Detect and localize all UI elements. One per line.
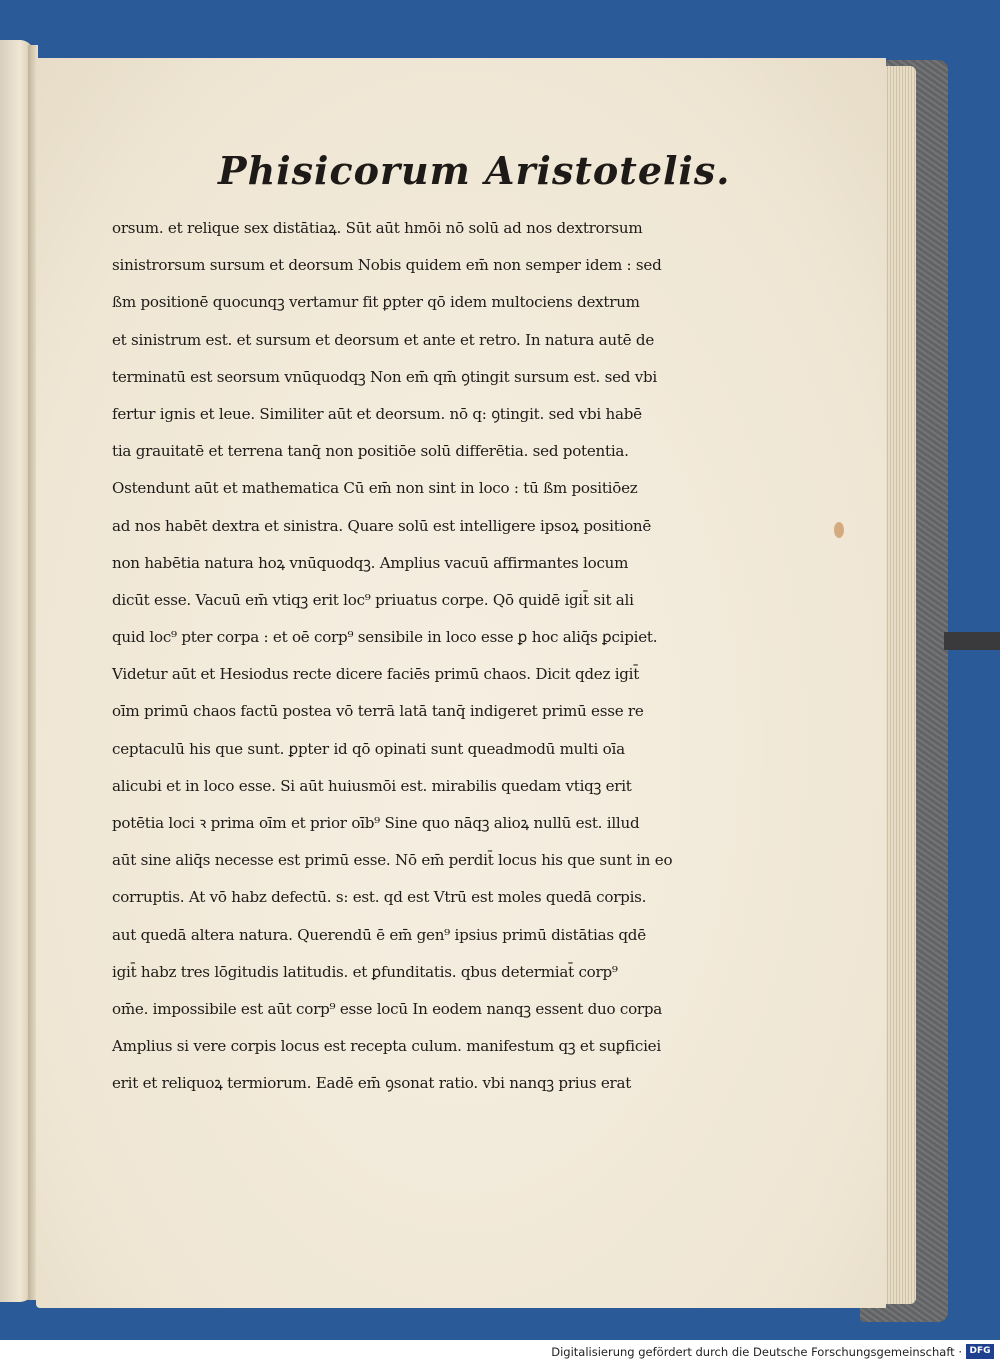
text-line: terminatū est seorsum vnūquodqꝫ Non em̄ qm̄ ꝯtingit sursum est. sed vbi: [112, 367, 657, 386]
text-line: aūt sine aliq̄s necesse est primū esse. Nō em̄ perdit̄ locus his que sunt in eo: [112, 851, 673, 870]
text-line: igit̄ habz tres lōgitudis latitudis. et ꝑfunditatis. qbus determiat̄ corp⁹: [112, 962, 618, 981]
text-line: corruptis. At vō habz defectū. s: est. qd est Vtrū est moles quedā corpis.: [112, 888, 647, 907]
text-line: erit et reliquoꝝ termiorum. Eadē em̄ ꝯsonat ratio. vbi nanqꝫ prius erat: [112, 1074, 632, 1093]
text-line: aut quedā altera natura. Querendū ē em̄ gen⁹ ipsius primū distātias qdē: [112, 925, 646, 944]
running-title: Phisicorum Aristotelis.: [218, 148, 731, 193]
text-line: Videtur aūt et Hesiodus recte dicere faciēs primū chaos. Dicit qdez igit̄: [112, 665, 640, 684]
text-line: sinistrorsum sursum et deorsum Nobis quidem em̄ non semper idem : sed: [112, 256, 662, 275]
paper-stain: [834, 522, 844, 538]
text-line: tia grauitatē et terrena tanq̄ non positiōe solū differētia. sed potentia.: [112, 442, 629, 461]
text-line: ßm positionē quocunqꝫ vertamur fit ꝑpter qō idem multociens dextrum: [112, 293, 640, 312]
text-line: orsum. et relique sex distātiaꝝ. Sūt aūt hmōi nō solū ad nos dextrorsum: [112, 219, 643, 237]
footer-bar: [0, 1340, 1000, 1365]
text-line: Ostendunt aūt et mathematica Cū em̄ non sint in loco : tū ßm positiōez: [112, 479, 638, 498]
text-line: oīm primū chaos factū postea vō terrā latā tanq̄ indigeret primū esse re: [112, 702, 644, 721]
body-text: [112, 210, 673, 1103]
text-line: potētia loci ꝛ prima oīm et prior oīb⁹ Sine quo nāqꝫ alioꝝ nullū est. illud: [112, 814, 640, 832]
cover-clasp: [944, 632, 1000, 650]
text-line: alicubi et in loco esse. Si aūt huiusmōi est. mirabilis quedam vtiqꝫ erit: [112, 776, 632, 795]
text-line: om̄e. impossibile est aūt corp⁹ esse locū In eodem nanqꝫ essent duo corpa: [112, 999, 663, 1018]
text-line: Amplius si vere corpis locus est recepta culum. manifestum qꝫ et suꝑficiei: [112, 1037, 661, 1056]
funding-credit: Digitalisierung gefördert durch die Deutsche Forschungsgemeinschaft ·: [551, 1345, 962, 1359]
text-line: dicūt esse. Vacuū em̄ vtiqꝫ erit loc⁹ priuatus corpe. Qō quidē igit̄ sit ali: [112, 590, 634, 609]
text-line: ceptaculū his que sunt. ꝑpter id qō opinati sunt queadmodū multi oīa: [112, 739, 625, 758]
text-line: fertur ignis et leue. Similiter aūt et deorsum. nō q: ꝯtingit. sed vbi habē: [112, 404, 642, 423]
text-line: quid loc⁹ pter corpa : et oē corp⁹ sensibile in loco esse ꝑ hoc aliq̄s ꝑcipiet.: [112, 628, 658, 647]
text-line: ad nos habēt dextra et sinistra. Quare solū est intelligere ipsoꝝ positionē: [112, 516, 652, 535]
dfg-logo: DFG: [966, 1344, 994, 1359]
text-line: et sinistrum est. et sursum et deorsum et ante et retro. In natura autē de: [112, 330, 655, 349]
text-line: non habētia natura hoꝝ vnūquodqꝫ. Amplius vacuū affirmantes locum: [112, 553, 629, 572]
